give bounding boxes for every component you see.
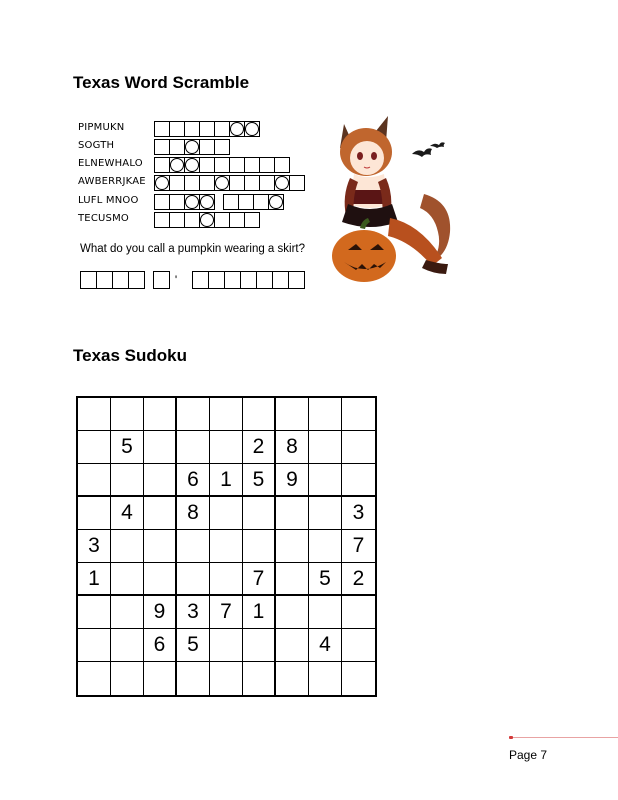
sudoku-empty-cell[interactable] — [210, 398, 243, 431]
sudoku-given-cell: 5 — [243, 464, 276, 497]
circled-letter-box[interactable] — [229, 121, 245, 137]
sudoku-empty-cell[interactable] — [177, 662, 210, 695]
sudoku-empty-cell[interactable] — [309, 497, 342, 530]
letter-box[interactable] — [229, 212, 245, 228]
circled-letter-box[interactable] — [184, 157, 200, 173]
sudoku-empty-cell[interactable] — [78, 662, 111, 695]
sudoku-given-cell: 3 — [177, 596, 210, 629]
letter-box[interactable] — [214, 212, 230, 228]
sudoku-given-cell: 4 — [111, 497, 144, 530]
sudoku-given-cell: 8 — [177, 497, 210, 530]
halloween-cat-girl-illustration — [330, 110, 462, 288]
letter-box[interactable] — [199, 121, 215, 137]
sudoku-empty-cell[interactable] — [342, 464, 375, 497]
scrambled-word: LUFL MNOO — [78, 195, 139, 206]
sudoku-given-cell: 3 — [78, 530, 111, 563]
sudoku-empty-cell[interactable] — [78, 464, 111, 497]
answer-letter-box[interactable] — [256, 271, 273, 289]
circled-letter-box[interactable] — [274, 175, 290, 191]
letter-box[interactable] — [169, 121, 185, 137]
sudoku-given-cell: 8 — [276, 431, 309, 464]
circled-letter-box[interactable] — [154, 175, 170, 191]
letter-boxes — [154, 121, 259, 137]
sudoku-empty-cell[interactable] — [111, 530, 144, 563]
riddle-answer-boxes — [80, 271, 304, 289]
letter-box[interactable] — [154, 139, 170, 155]
sudoku-empty-cell[interactable] — [144, 662, 177, 695]
scrambled-word: PIPMUKN — [78, 122, 125, 133]
sudoku-given-cell: 7 — [243, 563, 276, 596]
sudoku-empty-cell[interactable] — [276, 629, 309, 662]
sudoku-empty-cell[interactable] — [144, 464, 177, 497]
letter-box[interactable] — [199, 139, 215, 155]
sudoku-empty-cell[interactable] — [276, 497, 309, 530]
circled-letter-box[interactable] — [244, 121, 260, 137]
sudoku-given-cell: 1 — [78, 563, 111, 596]
sudoku-empty-cell[interactable] — [342, 629, 375, 662]
answer-letter-box[interactable] — [272, 271, 289, 289]
letter-box[interactable] — [154, 121, 170, 137]
sudoku-given-cell: 7 — [210, 596, 243, 629]
letter-box[interactable] — [169, 175, 185, 191]
footer-dot-icon — [509, 736, 513, 739]
answer-letter-box[interactable] — [240, 271, 257, 289]
sudoku-empty-cell[interactable] — [276, 530, 309, 563]
circled-letter-box[interactable] — [268, 194, 284, 210]
apostrophe: ' — [174, 273, 178, 287]
sudoku-empty-cell[interactable] — [276, 398, 309, 431]
answer-letter-box[interactable] — [112, 271, 129, 289]
sudoku-empty-cell[interactable] — [111, 596, 144, 629]
letter-box[interactable] — [244, 212, 260, 228]
letter-boxes — [154, 175, 304, 191]
answer-letter-box[interactable] — [128, 271, 145, 289]
sudoku-given-cell: 7 — [342, 530, 375, 563]
letter-box[interactable] — [214, 157, 230, 173]
letter-boxes — [154, 212, 259, 228]
letter-box[interactable] — [259, 157, 275, 173]
letter-box[interactable] — [184, 175, 200, 191]
sudoku-empty-cell[interactable] — [276, 662, 309, 695]
letter-box[interactable] — [244, 175, 260, 191]
sudoku-empty-cell[interactable] — [144, 563, 177, 596]
letter-box[interactable] — [229, 157, 245, 173]
sudoku-given-cell: 6 — [177, 464, 210, 497]
letter-box[interactable] — [154, 157, 170, 173]
letter-boxes — [154, 139, 229, 155]
letter-box[interactable] — [223, 194, 239, 210]
sudoku-empty-cell[interactable] — [243, 398, 276, 431]
sudoku-empty-cell[interactable] — [144, 431, 177, 464]
sudoku-empty-cell[interactable] — [243, 497, 276, 530]
letter-box[interactable] — [169, 194, 185, 210]
sudoku-empty-cell[interactable] — [276, 563, 309, 596]
sudoku-empty-cell[interactable] — [111, 398, 144, 431]
letter-box[interactable] — [214, 139, 230, 155]
letter-box[interactable] — [253, 194, 269, 210]
sudoku-given-cell: 5 — [177, 629, 210, 662]
sudoku-empty-cell[interactable] — [309, 530, 342, 563]
sudoku-given-cell: 9 — [144, 596, 177, 629]
sudoku-empty-cell[interactable] — [144, 398, 177, 431]
answer-letter-box[interactable] — [192, 271, 209, 289]
answer-letter-box[interactable] — [80, 271, 97, 289]
sudoku-empty-cell[interactable] — [342, 662, 375, 695]
riddle-question: What do you call a pumpkin wearing a skirt? — [80, 243, 305, 255]
sudoku-given-cell: 5 — [309, 563, 342, 596]
sudoku-empty-cell[interactable] — [177, 398, 210, 431]
sudoku-empty-cell[interactable] — [309, 596, 342, 629]
sudoku-empty-cell[interactable] — [78, 596, 111, 629]
sudoku-empty-cell[interactable] — [144, 497, 177, 530]
letter-box[interactable] — [184, 212, 200, 228]
letter-box[interactable] — [259, 175, 275, 191]
sudoku-empty-cell[interactable] — [309, 398, 342, 431]
sudoku-empty-cell[interactable] — [177, 431, 210, 464]
answer-letter-box[interactable] — [224, 271, 241, 289]
answer-letter-box[interactable] — [153, 271, 170, 289]
word-scramble-title: Texas Word Scramble — [73, 73, 250, 92]
sudoku-empty-cell[interactable] — [177, 563, 210, 596]
sudoku-empty-cell[interactable] — [342, 596, 375, 629]
letter-box[interactable] — [274, 157, 290, 173]
letter-box[interactable] — [154, 194, 170, 210]
sudoku-empty-cell[interactable] — [243, 530, 276, 563]
sudoku-empty-cell[interactable] — [309, 431, 342, 464]
sudoku-given-cell: 5 — [111, 431, 144, 464]
letter-box[interactable] — [199, 175, 215, 191]
sudoku-empty-cell[interactable] — [78, 431, 111, 464]
sudoku-empty-cell[interactable] — [243, 662, 276, 695]
sudoku-empty-cell[interactable] — [78, 629, 111, 662]
page-number: Page 7 — [509, 748, 548, 762]
bat-icon — [412, 142, 445, 157]
scrambled-word: AWBERRJKAE — [78, 176, 146, 187]
sudoku-empty-cell[interactable] — [210, 497, 243, 530]
sudoku-grid — [76, 396, 377, 697]
sudoku-given-cell: 3 — [342, 497, 375, 530]
sudoku-given-cell: 2 — [342, 563, 375, 596]
sudoku-empty-cell[interactable] — [243, 629, 276, 662]
sudoku-empty-cell[interactable] — [111, 563, 144, 596]
answer-letter-box[interactable] — [96, 271, 113, 289]
answer-letter-box[interactable] — [288, 271, 305, 289]
sudoku-empty-cell[interactable] — [210, 629, 243, 662]
sudoku-empty-cell[interactable] — [342, 431, 375, 464]
sudoku-empty-cell[interactable] — [309, 464, 342, 497]
sudoku-given-cell: 2 — [243, 431, 276, 464]
letter-box[interactable] — [289, 175, 305, 191]
sudoku-given-cell: 1 — [243, 596, 276, 629]
sudoku-given-cell: 6 — [144, 629, 177, 662]
circled-letter-box[interactable] — [214, 175, 230, 191]
sudoku-empty-cell[interactable] — [210, 662, 243, 695]
sudoku-empty-cell[interactable] — [210, 563, 243, 596]
sudoku-empty-cell[interactable] — [210, 530, 243, 563]
sudoku-empty-cell[interactable] — [210, 431, 243, 464]
sudoku-empty-cell[interactable] — [309, 662, 342, 695]
scrambled-word: SOGTH — [78, 140, 115, 151]
sudoku-empty-cell[interactable] — [111, 662, 144, 695]
letter-box[interactable] — [154, 212, 170, 228]
circled-letter-box[interactable] — [169, 157, 185, 173]
letter-box[interactable] — [169, 139, 185, 155]
sudoku-empty-cell[interactable] — [78, 398, 111, 431]
sudoku-empty-cell[interactable] — [342, 398, 375, 431]
circled-letter-box[interactable] — [184, 139, 200, 155]
letter-boxes — [154, 157, 289, 173]
sudoku-empty-cell[interactable] — [111, 629, 144, 662]
letter-box[interactable] — [184, 121, 200, 137]
letter-boxes — [154, 194, 283, 210]
sudoku-given-cell: 1 — [210, 464, 243, 497]
sudoku-empty-cell[interactable] — [78, 497, 111, 530]
scrambled-word: TECUSMO — [78, 213, 129, 224]
letter-box[interactable] — [244, 157, 260, 173]
circled-letter-box[interactable] — [199, 194, 215, 210]
answer-letter-box[interactable] — [208, 271, 225, 289]
sudoku-given-cell: 4 — [309, 629, 342, 662]
scrambled-word: ELNEWHALO — [78, 158, 143, 169]
letter-box[interactable] — [214, 121, 230, 137]
letter-box[interactable] — [229, 175, 245, 191]
sudoku-empty-cell[interactable] — [276, 596, 309, 629]
letter-box[interactable] — [169, 212, 185, 228]
circled-letter-box[interactable] — [199, 212, 215, 228]
letter-box[interactable] — [238, 194, 254, 210]
sudoku-empty-cell[interactable] — [111, 464, 144, 497]
sudoku-title: Texas Sudoku — [73, 346, 187, 365]
letter-box[interactable] — [199, 157, 215, 173]
footer-divider — [512, 737, 618, 738]
circled-letter-box[interactable] — [184, 194, 200, 210]
sudoku-empty-cell[interactable] — [144, 530, 177, 563]
sudoku-empty-cell[interactable] — [177, 530, 210, 563]
sudoku-given-cell: 9 — [276, 464, 309, 497]
